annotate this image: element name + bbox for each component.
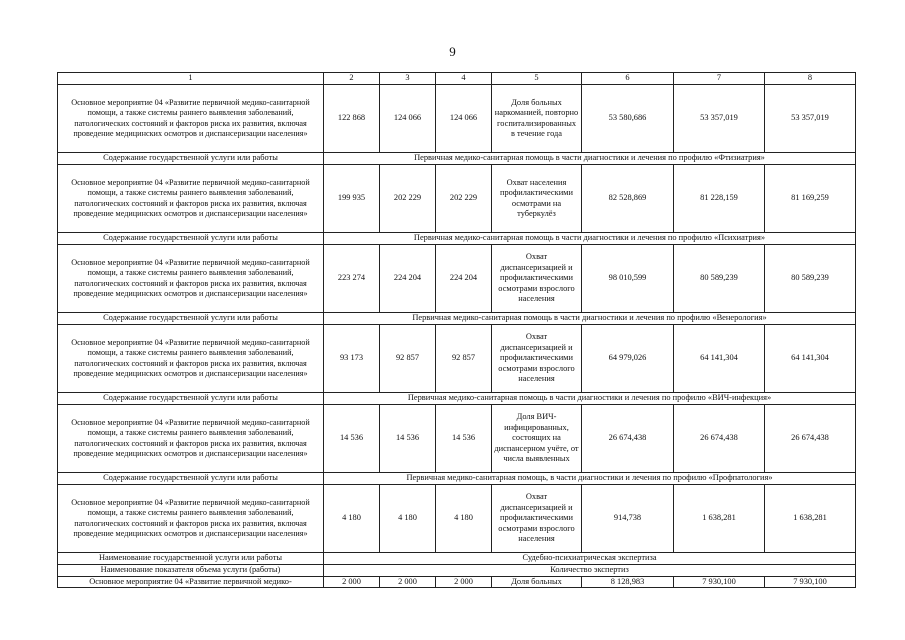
column-header: 1 [58, 73, 324, 85]
value-col4-cell: 224 204 [436, 245, 492, 313]
value-col8-cell: 64 141,304 [765, 325, 856, 393]
value-col3-cell: 224 204 [380, 245, 436, 313]
value-col8-cell: 80 589,239 [765, 245, 856, 313]
measure-row [58, 85, 856, 153]
activity-cell: Основное мероприятие 04 «Развитие первичной медико-санитарной помощи, а также системы раннего выявления заболеваний, патологических состояний и факторов риска их развития, включая проведение медицинских осмотров и диспансеризации населения» [58, 325, 324, 393]
row-value: Первичная медико-санитарная помощь в части диагностики и лечения по профилю «Психиатрия» [324, 233, 856, 245]
value-col6-cell: 98 010,599 [582, 245, 674, 313]
value-col8-cell: 7 930,100 [765, 577, 856, 588]
value-col2-cell: 14 536 [324, 405, 380, 473]
value-col8-cell: 26 674,438 [765, 405, 856, 473]
value-col7-cell: 80 589,239 [674, 245, 765, 313]
measure-row [58, 325, 856, 393]
activity-cell: Основное мероприятие 04 «Развитие первичной медико-санитарной помощи, а также системы раннего выявления заболеваний, патологических состояний и факторов риска их развития, включая проведение медицинских осмотров и диспансеризации населения» [58, 85, 324, 153]
column-header: 5 [492, 73, 582, 85]
row-value: Первичная медико-санитарная помощь в части диагностики и лечения по профилю «Венерология» [324, 313, 856, 325]
value-col7-cell: 7 930,100 [674, 577, 765, 588]
value-col3-cell: 202 229 [380, 165, 436, 233]
value-col8-cell: 81 169,259 [765, 165, 856, 233]
section-row [58, 473, 856, 485]
column-header: 8 [765, 73, 856, 85]
value-col4-cell: 4 180 [436, 485, 492, 553]
value-col6-cell: 914,738 [582, 485, 674, 553]
value-col6-cell: 53 580,686 [582, 85, 674, 153]
column-header: 2 [324, 73, 380, 85]
value-col2-cell: 223 274 [324, 245, 380, 313]
value-col7-cell: 53 357,019 [674, 85, 765, 153]
row-label: Содержание государственной услуги или работы [58, 233, 324, 245]
page-number: 9 [449, 44, 456, 59]
row-label: Содержание государственной услуги или работы [58, 153, 324, 165]
value-col6-cell: 26 674,438 [582, 405, 674, 473]
value-col8-cell: 53 357,019 [765, 85, 856, 153]
row-value: Первичная медико-санитарная помощь в части диагностики и лечения по профилю «Фтизиатрия» [324, 153, 856, 165]
indicator-cell: Доля больных наркоманией, повторно госпитализированных в течение года [492, 85, 582, 153]
section-row [58, 153, 856, 165]
column-header: 7 [674, 73, 765, 85]
indicator-cell: Охват диспансеризацией и профилактическими осмотрами взрослого населения [492, 245, 582, 313]
value-col4-cell: 202 229 [436, 165, 492, 233]
indicator-cell: Охват диспансеризацией и профилактическими осмотрами взрослого населения [492, 325, 582, 393]
value-col3-cell: 92 857 [380, 325, 436, 393]
activity-cell: Основное мероприятие 04 «Развитие первичной медико-санитарной помощи, а также системы раннего выявления заболеваний, патологических состояний и факторов риска их развития, включая проведение медицинских осмотров и диспансеризации населения» [58, 165, 324, 233]
value-col6-cell: 64 979,026 [582, 325, 674, 393]
value-col7-cell: 26 674,438 [674, 405, 765, 473]
column-header: 3 [380, 73, 436, 85]
activity-cell: Основное мероприятие 04 «Развитие первичной медико-санитарной помощи, а также системы раннего выявления заболеваний, патологических состояний и факторов риска их развития, включая проведение медицинских осмотров и диспансеризации населения» [58, 245, 324, 313]
row-label: Содержание государственной услуги или работы [58, 473, 324, 485]
value-col3-cell: 2 000 [380, 577, 436, 588]
value-col4-cell: 2 000 [436, 577, 492, 588]
value-col2-cell: 4 180 [324, 485, 380, 553]
table-body [58, 73, 856, 588]
measure-row [58, 165, 856, 233]
section-row [58, 393, 856, 405]
row-value: Первичная медико-санитарная помощь в части диагностики и лечения по профилю «ВИЧ-инфекция» [324, 393, 856, 405]
value-col8-cell: 1 638,281 [765, 485, 856, 553]
row-label: Наименование показателя объема услуги (работы) [58, 565, 324, 577]
value-col4-cell: 92 857 [436, 325, 492, 393]
row-label: Содержание государственной услуги или работы [58, 393, 324, 405]
value-col7-cell: 1 638,281 [674, 485, 765, 553]
row-value: Судебно-психиатрическая экспертиза [324, 553, 856, 565]
value-col6-cell: 8 128,983 [582, 577, 674, 588]
indicator-cell: Доля ВИЧ-инфицированных, состоящих на диспансерном учёте, от числа выявленных [492, 405, 582, 473]
value-col3-cell: 14 536 [380, 405, 436, 473]
value-col3-cell: 124 066 [380, 85, 436, 153]
measure-row [58, 245, 856, 313]
column-header: 6 [582, 73, 674, 85]
row-label: Наименование государственной услуги или работы [58, 553, 324, 565]
partial-row [58, 577, 856, 588]
activity-cell: Основное мероприятие 04 «Развитие первичной медико-санитарной помощи, а также системы раннего выявления заболеваний, патологических состояний и факторов риска их развития, включая проведение медицинских осмотров и диспансеризации населения» [58, 485, 324, 553]
value-col3-cell: 4 180 [380, 485, 436, 553]
activity-cell: Основное мероприятие 04 «Развитие первичной медико- [58, 577, 324, 588]
row-value: Количество экспертиз [324, 565, 856, 577]
row-label: Содержание государственной услуги или работы [58, 313, 324, 325]
value-col4-cell: 14 536 [436, 405, 492, 473]
value-col7-cell: 64 141,304 [674, 325, 765, 393]
value-col2-cell: 2 000 [324, 577, 380, 588]
measure-row [58, 485, 856, 553]
service-info-row [58, 565, 856, 577]
service-info-row [58, 553, 856, 565]
value-col2-cell: 93 173 [324, 325, 380, 393]
activity-cell: Основное мероприятие 04 «Развитие первичной медико-санитарной помощи, а также системы раннего выявления заболеваний, патологических состояний и факторов риска их развития, включая проведение медицинских осмотров и диспансеризации населения» [58, 405, 324, 473]
indicator-cell: Охват населения профилактическими осмотрами на туберкулёз [492, 165, 582, 233]
indicator-cell: Охват диспансеризацией и профилактическими осмотрами взрослого населения [492, 485, 582, 553]
column-number-row [58, 73, 856, 85]
value-col7-cell: 81 228,159 [674, 165, 765, 233]
value-col2-cell: 199 935 [324, 165, 380, 233]
section-row [58, 233, 856, 245]
value-col2-cell: 122 868 [324, 85, 380, 153]
indicator-cell: Доля больных [492, 577, 582, 588]
data-table [57, 72, 856, 588]
section-row [58, 313, 856, 325]
value-col4-cell: 124 066 [436, 85, 492, 153]
value-col6-cell: 82 528,869 [582, 165, 674, 233]
column-header: 4 [436, 73, 492, 85]
measure-row [58, 405, 856, 473]
row-value: Первичная медико-санитарная помощь, в части диагностики и лечения по профилю «Профпатология» [324, 473, 856, 485]
